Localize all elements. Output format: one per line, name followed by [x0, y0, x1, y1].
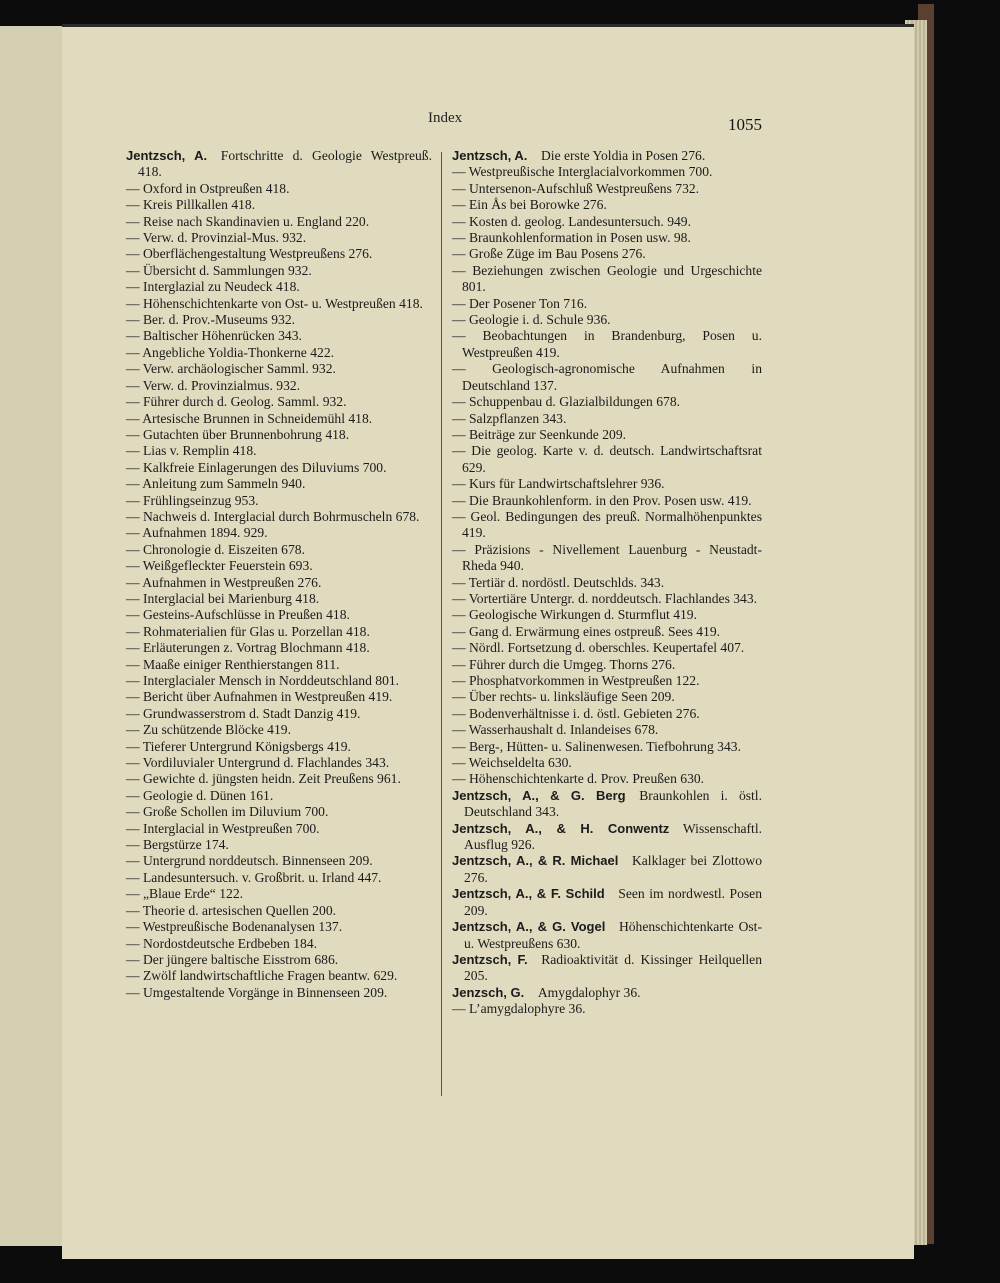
index-entry-text: — Reise nach Skandinavien u. England 220.: [126, 213, 370, 229]
index-entry-text: — Artesische Brunnen in Schneidemühl 418.: [126, 410, 373, 426]
index-entry-text: — Maaße einiger Renthierstangen 811.: [126, 656, 340, 672]
index-entry: [126, 509, 432, 525]
index-entry: [126, 263, 432, 279]
index-entry-author: Jentzsch, A., & G. Berg: [452, 787, 626, 803]
index-entry: [452, 542, 762, 575]
index-entry: [126, 739, 432, 755]
index-entry: [452, 148, 762, 164]
index-entry-text: — Nordostdeutsche Erdbeben 184.: [126, 935, 318, 951]
index-entry-text: — Weichseldelta 630.: [452, 755, 572, 771]
index-entry-text: — Beziehungen zwischen Geologie und Urgeschichte 801.: [452, 262, 762, 295]
index-entry: [126, 181, 432, 197]
index-entry-text: — Anleitung zum Sammeln 940.: [126, 476, 306, 492]
index-entry: [126, 706, 432, 722]
index-entry-author: Jenzsch, G.: [452, 984, 525, 1000]
index-entry-text: — Theorie d. artesischen Quellen 200.: [126, 902, 337, 918]
index-entry: [126, 673, 432, 689]
index-entry-text: — Kosten d. geolog. Landesuntersuch. 949.: [452, 213, 691, 229]
index-entry: [126, 328, 432, 344]
index-entry: [126, 985, 432, 1001]
index-entry: [126, 476, 432, 492]
index-entry: [126, 148, 432, 181]
index-entry-text: — Untergrund norddeutsch. Binnenseen 209.: [126, 853, 373, 869]
index-entry: [126, 345, 432, 361]
index-entry-text: — Landesuntersuch. v. Großbrit. u. Irland 447.: [126, 869, 382, 885]
index-entry: [126, 525, 432, 541]
index-entry-text: — Interglacialer Mensch in Norddeutschland 801.: [126, 673, 400, 688]
index-entry-text: — Tertiär d. nordöstl. Deutschlds. 343.: [452, 574, 665, 590]
index-entry: [452, 263, 762, 296]
index-entry: [126, 542, 432, 558]
index-entry-text: — Baltischer Höhenrücken 343.: [126, 328, 302, 344]
index-entry-text: — Rohmaterialien für Glas u. Porzellan 418.: [126, 623, 370, 639]
index-entry-text: Die erste Yoldia in Posen 276.: [540, 148, 706, 163]
index-entry: [126, 460, 432, 476]
index-entry-text: — Bodenverhältnisse i. d. östl. Gebieten 276.: [452, 705, 700, 721]
index-entry-text: — Chronologie d. Eiszeiten 678.: [126, 541, 305, 557]
index-entry: [126, 640, 432, 656]
index-entry: [452, 771, 762, 787]
index-entry: [126, 936, 432, 952]
index-entry-text: — Vordiluvialer Untergrund d. Flachlandes 343.: [126, 755, 390, 771]
index-entry: [452, 755, 762, 771]
index-entry-text: — Gewichte d. jüngsten heidn. Zeit Preußens 961.: [126, 771, 401, 787]
index-entry: [452, 246, 762, 262]
index-entry: [126, 230, 432, 246]
index-entry-text: Höhenschichtenkarte Ost- u. Westpreußens 630.: [464, 919, 762, 951]
index-entry-author: Jentzsch, A.: [452, 148, 528, 163]
index-entry-text: — Gang d. Erwärmung eines ostpreuß. Sees 419.: [452, 623, 721, 639]
index-entry: [126, 575, 432, 591]
index-entry-text: — Schuppenbau d. Glazialbildungen 678.: [452, 394, 681, 410]
index-entry: [452, 722, 762, 738]
index-entry: [126, 804, 432, 820]
index-entry-text: — Geologie d. Dünen 161.: [126, 787, 274, 803]
index-entry: [452, 361, 762, 394]
index-entry-text: — Nördl. Fortsetzung d. oberschles. Keupertafel 407.: [452, 640, 745, 656]
index-entry: [452, 312, 762, 328]
index-entry-text: — Höhenschichtenkarte von Ost- u. Westpreußen 418.: [126, 295, 423, 311]
index-entry: [126, 493, 432, 509]
index-entry: [126, 558, 432, 574]
index-entry: [452, 411, 762, 427]
index-entry: [452, 952, 762, 985]
index-entry-text: — Frühlingseinzug 953.: [126, 492, 259, 508]
index-entry-author: Jentzsch, A., & F. Schild: [452, 886, 605, 902]
index-entry-text: — Zwölf landwirtschaftliche Fragen beantw. 629.: [126, 968, 398, 984]
index-entry-text: — Geol. Bedingungen des preuß. Normalhöhenpunktes 419.: [452, 508, 762, 541]
index-entry-text: — Bergstürze 174.: [126, 837, 229, 853]
index-entry-text: — Führer durch die Umgeg. Thorns 276.: [452, 656, 676, 672]
index-entry: [452, 788, 762, 821]
index-entry-text: — Ber. d. Prov.-Museums 932.: [126, 312, 296, 328]
column-divider: [441, 152, 442, 1096]
index-entry-text: — Braunkohlenformation in Posen usw. 98.: [452, 230, 691, 246]
index-entry-text: — „Blaue Erde“ 122.: [126, 886, 244, 902]
index-entry-text: — Der Posener Ton 716.: [452, 295, 588, 311]
index-entry: [452, 427, 762, 443]
index-entry-text: — Kurs für Landwirtschaftslehrer 936.: [452, 476, 665, 492]
index-entry-text: — Interglacial bei Marienburg 418.: [126, 590, 320, 606]
index-entry: [452, 214, 762, 230]
index-entry: [452, 607, 762, 623]
index-entry: [452, 443, 762, 476]
index-entry: [452, 919, 762, 952]
index-entry-text: — Übersicht d. Sammlungen 932.: [126, 262, 312, 278]
index-entry-text: Kalklager bei Zlottowo 276.: [464, 853, 762, 885]
index-entry: [126, 870, 432, 886]
index-entry: [126, 443, 432, 459]
page-header-title: Index: [428, 110, 463, 126]
index-entry: [126, 624, 432, 640]
index-entry-text: — Wasserhaushalt d. Inlandeises 678.: [452, 722, 659, 738]
index-entry: [126, 689, 432, 705]
index-column-left: [126, 148, 432, 1001]
index-entry-text: — Geologische Wirkungen d. Sturmflut 419.: [452, 607, 697, 623]
index-entry: [452, 985, 762, 1001]
index-entry: [452, 394, 762, 410]
index-entry: [452, 624, 762, 640]
index-entry: [126, 903, 432, 919]
index-entry: [126, 919, 432, 935]
index-entry: [452, 328, 762, 361]
index-entry-text: — Geologisch-agronomische Aufnahmen in Deutschland 137.: [452, 361, 762, 393]
index-entry: [126, 197, 432, 213]
index-entry-author: Jentzsch, F.: [452, 951, 528, 967]
index-entry-author: Jentzsch, A.: [126, 148, 208, 163]
index-entry: [126, 886, 432, 902]
index-entry: [452, 886, 762, 919]
index-entry: [126, 853, 432, 869]
index-column-right: [452, 148, 762, 1018]
index-entry-text: — Präzisions - Nivellement Lauenburg - Neustadt-Rheda 940.: [452, 541, 762, 574]
index-entry-text: — Verw. d. Provinzialmus. 932.: [126, 377, 301, 393]
index-entry-text: — Interglazial zu Neudeck 418.: [126, 279, 300, 295]
index-entry-text: Braunkohlen i. östl. Deutschland 343.: [464, 787, 762, 820]
index-entry-text: — Zu schützende Blöcke 419.: [126, 722, 291, 738]
index-entry: [452, 197, 762, 213]
index-entry-text: — Der jüngere baltische Eisstrom 686.: [126, 951, 339, 967]
left-page-edge: [0, 26, 65, 1246]
index-entry: [452, 689, 762, 705]
index-entry: [126, 755, 432, 771]
index-entry-text: — Erläuterungen z. Vortrag Blochmann 418.: [126, 640, 370, 656]
index-entry-text: — Die geolog. Karte v. d. deutsch. Landwirtschaftsrat 629.: [452, 443, 762, 475]
index-entry-text: — Salzpflanzen 343.: [452, 410, 567, 426]
index-entry-text: — Ein Ås bei Borowke 276.: [452, 197, 607, 213]
index-entry-text: — Verw. archäologischer Samml. 932.: [126, 361, 336, 377]
index-entry-text: — Vortertiäre Untergr. d. norddeutsch. Flachlandes 343.: [452, 590, 758, 606]
index-entry-text: — Bericht über Aufnahmen in Westpreußen 419.: [126, 689, 393, 705]
index-entry-text: — Untersenon-Aufschluß Westpreußens 732.: [452, 180, 700, 196]
index-entry: [126, 361, 432, 377]
index-entry: [452, 164, 762, 180]
index-entry-text: Wissenschaftl. Ausflug 926.: [464, 820, 762, 853]
index-entry: [452, 591, 762, 607]
index-entry-text: — L’amygdalophyre 36.: [452, 1001, 586, 1017]
index-entry: [452, 1001, 762, 1017]
index-entry: [126, 246, 432, 262]
index-entry-text: — Oxford in Ostpreußen 418.: [126, 180, 290, 196]
index-entry-text: — Höhenschichtenkarte d. Prov. Preußen 630.: [452, 771, 705, 787]
index-entry-text: — Verw. d. Provinzial-Mus. 932.: [126, 230, 307, 246]
index-entry-text: — Über rechts- u. linksläufige Seen 209.: [452, 689, 675, 705]
index-entry-text: — Beiträge zur Seenkunde 209.: [452, 426, 627, 442]
index-entry: [126, 378, 432, 394]
index-entry-text: — Interglacial in Westpreußen 700.: [126, 820, 320, 836]
index-entry: [126, 952, 432, 968]
index-entry: [126, 312, 432, 328]
index-entry-text: — Kalkfreie Einlagerungen des Diluviums 700.: [126, 459, 387, 475]
index-entry: [452, 509, 762, 542]
index-entry-text: — Beobachtungen in Brandenburg, Posen u. Westpreußen 419.: [452, 328, 762, 360]
index-entry: [452, 296, 762, 312]
index-entry: [126, 607, 432, 623]
index-entry: [126, 296, 432, 312]
index-entry-author: Jentzsch, A., & G. Vogel: [452, 919, 606, 935]
index-entry: [452, 575, 762, 591]
index-entry: [126, 279, 432, 295]
index-entry: [126, 788, 432, 804]
index-entry-text: Amygdalophyr 36.: [537, 984, 641, 1000]
index-entry-text: — Nachweis d. Interglacial durch Bohrmuscheln 678.: [126, 508, 420, 524]
index-entry-text: — Umgestaltende Vorgänge in Binnenseen 209.: [126, 984, 388, 1000]
index-entry-text: — Tieferer Untergrund Königsbergs 419.: [126, 738, 351, 754]
index-entry: [452, 230, 762, 246]
index-entry: [126, 591, 432, 607]
index-entry: [126, 214, 432, 230]
index-entry-text: — Phosphatvorkommen in Westpreußen 122.: [452, 673, 700, 688]
index-entry-text: — Geologie i. d. Schule 936.: [452, 312, 611, 328]
index-entry-text: — Kreis Pillkallen 418.: [126, 197, 256, 213]
index-entry: [126, 837, 432, 853]
index-entry-text: Seen im nordwestl. Posen 209.: [464, 886, 763, 918]
index-entry: [452, 476, 762, 492]
index-entry: [452, 640, 762, 656]
index-entry-text: — Westpreußische Bodenanalysen 137.: [126, 919, 343, 935]
index-entry: [452, 706, 762, 722]
index-entry-text: — Große Schollen im Diluvium 700.: [126, 804, 329, 820]
index-entry: [452, 821, 762, 854]
index-entry-text: — Grundwasserstrom d. Stadt Danzig 419.: [126, 705, 361, 721]
index-entry: [126, 821, 432, 837]
index-entry: [452, 853, 762, 886]
index-entry: [452, 181, 762, 197]
index-entry-author: Jentzsch, A., & H. Conwentz: [452, 820, 670, 836]
index-entry-text: — Berg-, Hütten- u. Salinenwesen. Tiefbohrung 343.: [452, 738, 741, 754]
index-entry: [126, 394, 432, 410]
index-entry: [452, 673, 762, 689]
index-entry-text: Radioaktivität d. Kissinger Heilquellen 205.: [464, 951, 762, 984]
index-entry-text: — Gutachten über Brunnenbohrung 418.: [126, 426, 350, 442]
index-entry-text: — Große Züge im Bau Posens 276.: [452, 246, 646, 262]
index-entry-text: Fortschritte d. Geologie Westpreuß. 418.: [138, 148, 432, 180]
index-entry: [452, 657, 762, 673]
index-entry: [452, 739, 762, 755]
index-entry: [126, 968, 432, 984]
index-entry-text: — Aufnahmen in Westpreußen 276.: [126, 574, 322, 590]
index-entry-text: — Lias v. Remplin 418.: [126, 443, 257, 459]
index-entry: [126, 771, 432, 787]
index-entry: [126, 411, 432, 427]
index-entry-author: Jentzsch, A., & R. Michael: [452, 853, 619, 869]
index-entry-text: — Die Braunkohlenform. in den Prov. Posen usw. 419.: [452, 492, 752, 508]
index-entry-text: — Gesteins-Aufschlüsse in Preußen 418.: [126, 607, 350, 623]
index-entry-text: — Aufnahmen 1894. 929.: [126, 525, 268, 541]
page-number: 1055: [728, 115, 762, 134]
index-entry-text: — Westpreußische Interglacialvorkommen 700.: [452, 164, 713, 180]
index-entry: [126, 722, 432, 738]
index-entry-text: — Führer durch d. Geolog. Samml. 932.: [126, 394, 347, 410]
index-entry: [126, 427, 432, 443]
index-entry-text: — Weißgefleckter Feuerstein 693.: [126, 558, 313, 574]
index-entry-text: — Angebliche Yoldia-Thonkerne 422.: [126, 344, 335, 360]
index-entry: [452, 493, 762, 509]
index-entry-text: — Oberflächengestaltung Westpreußens 276.: [126, 246, 373, 262]
index-entry: [126, 657, 432, 673]
